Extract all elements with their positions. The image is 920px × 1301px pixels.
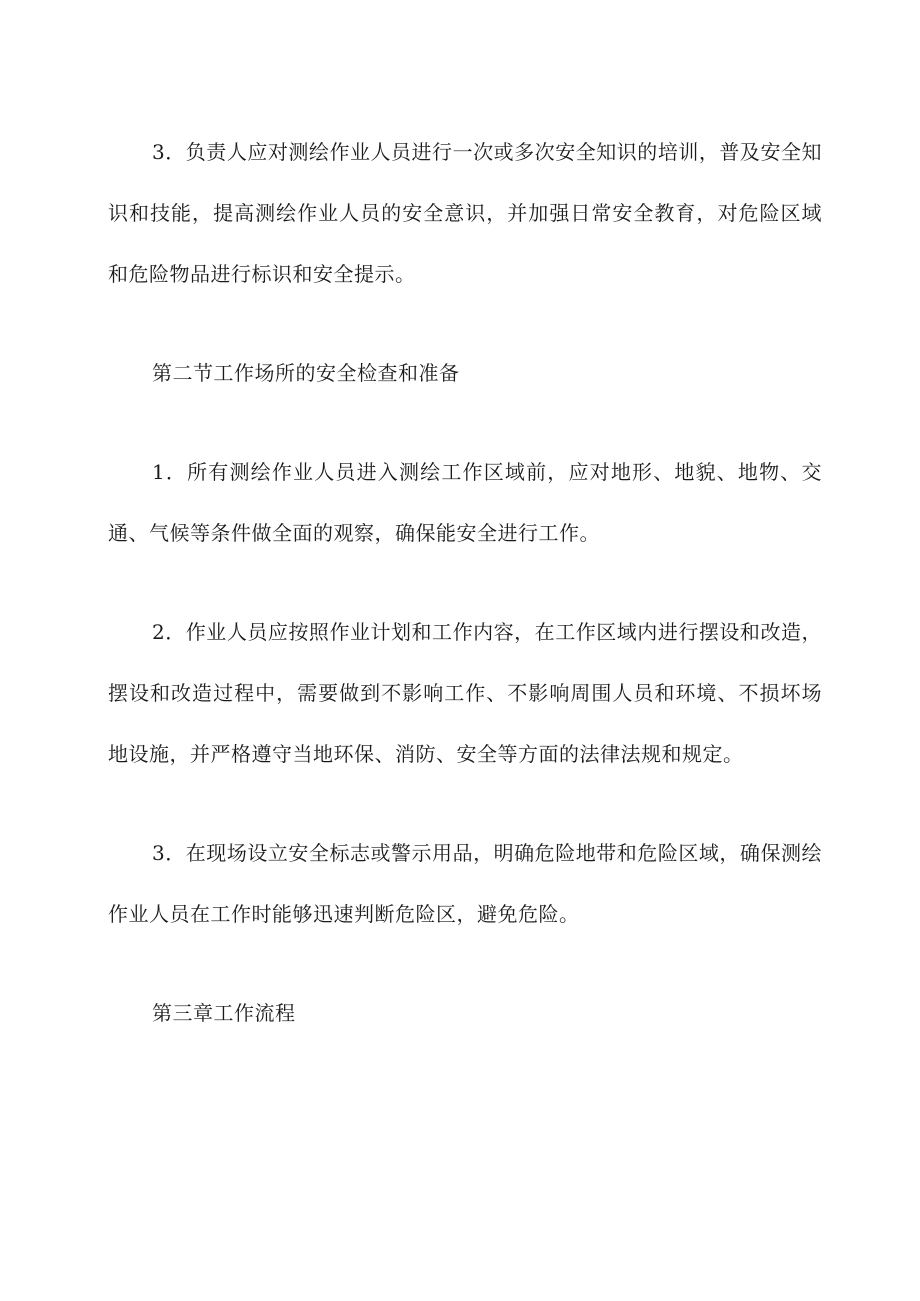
paragraph-gap <box>108 785 822 823</box>
paragraph-training: 3．负责人应对测绘作业人员进行一次或多次安全知识的培训，普及安全知识和技能，提高测绘作业人员的安全意识，并加强日常安全教育，对危险区域和危险物品进行标识和安全提示。 <box>108 140 822 286</box>
paragraph-gap <box>108 564 822 602</box>
paragraph-gap <box>108 945 822 983</box>
chapter-heading-workflow: 第三章工作流程 <box>152 1001 296 1025</box>
paragraph-site-observation: 1．所有测绘作业人员进入测绘工作区域前，应对地形、地貌、地物、交通、气候等条件做全面的观察，确保能安全进行工作。 <box>108 460 822 545</box>
paragraph-gap <box>108 305 822 343</box>
paragraph-setup-modification: 2．作业人员应按照作业计划和工作内容，在工作区域内进行摆设和改造，摆设和改造过程中，需要做到不影响工作、不影响周围人员和环境、不损坏场地设施，并严格遵守当地环保、消防、安全等方面的法律法规和规定。 <box>108 620 822 766</box>
paragraph-gap <box>108 404 822 442</box>
paragraph-warning-signs: 3．在现场设立安全标志或警示用品，明确危险地带和危险区域，确保测绘作业人员在工作时能够迅速判断危险区，避免危险。 <box>108 841 822 926</box>
section-heading-safety-check: 第二节工作场所的安全检查和准备 <box>152 361 460 385</box>
document-body <box>108 122 822 1044</box>
